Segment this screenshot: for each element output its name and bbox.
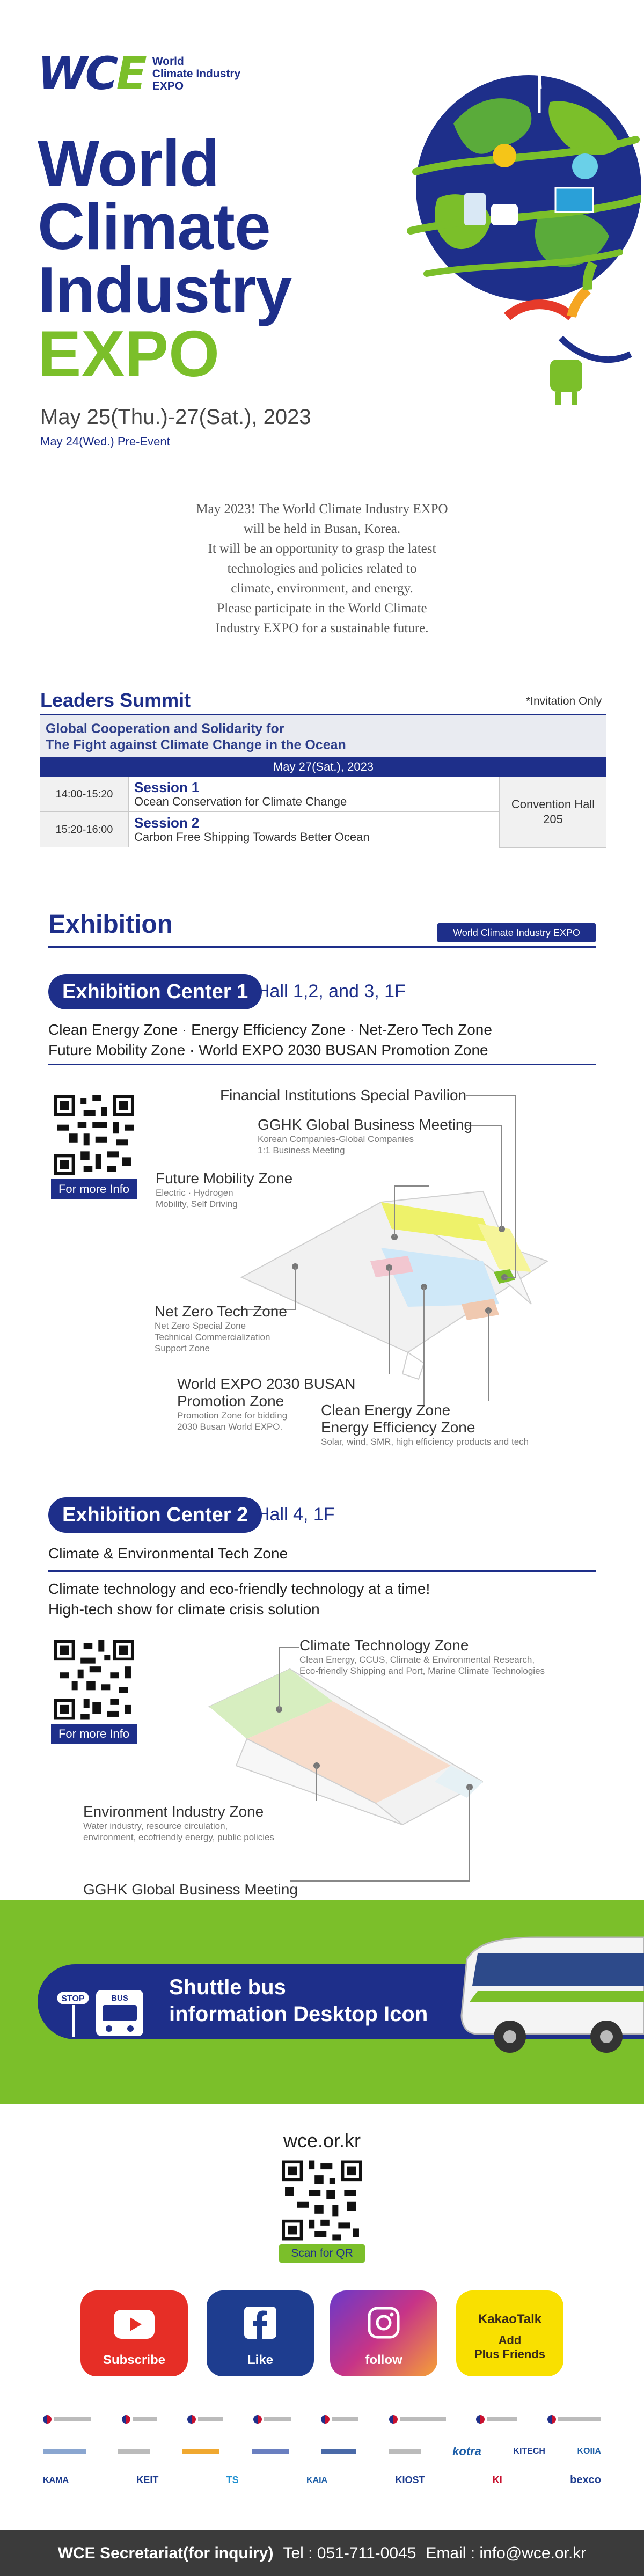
- logo-line-2: Climate Industry: [152, 67, 241, 80]
- bus-illustration: [445, 1927, 644, 2055]
- partner-logos-row-2: [43, 2445, 601, 2458]
- bus-sign-text: BUS: [111, 1994, 128, 2003]
- ts-logo: TS: [226, 2475, 239, 2485]
- label-desc: Support Zone: [155, 1343, 210, 1353]
- kaia-logo: KAIA: [306, 2475, 328, 2485]
- label-desc: Electric · Hydrogen: [156, 1188, 233, 1198]
- intro-line: will be held in Busan, Korea.: [243, 522, 401, 536]
- label-financial-pavilion: Financial Institutions Special Pavilion: [220, 1087, 467, 1103]
- partner-logo: [321, 2415, 358, 2424]
- venue-line-2: 205: [543, 813, 563, 826]
- intro-line: It will be an opportunity to grasp the latest: [208, 541, 436, 556]
- wce-logo-mark: WCE: [38, 47, 145, 100]
- intro-line: Industry EXPO for a sustainable future.: [215, 621, 429, 635]
- partner-logo: [476, 2415, 517, 2424]
- center-1-zones: [48, 1020, 492, 1060]
- center-2-zone: Climate & Environmental Tech Zone: [48, 1545, 288, 1562]
- center-1-zones-line-2: Future Mobility Zone · World EXPO 2030 BUSAN Promotion Zone: [48, 1042, 488, 1058]
- label-desc: Promotion Zone for bidding: [177, 1410, 288, 1421]
- taegeuk-icon: [187, 2415, 196, 2424]
- invitation-note: *Invitation Only: [526, 695, 602, 707]
- partner-logo: [187, 2415, 223, 2424]
- label-net-zero: [155, 1303, 287, 1354]
- partner-logo: [389, 2449, 421, 2454]
- label-climate-technology: [299, 1637, 545, 1677]
- summit-subtitle-line-1: Global Cooperation and Solidarity for: [46, 721, 284, 736]
- pre-event-date: May 24(Wed.) Pre-Event: [40, 435, 170, 448]
- bexco-logo: bexco: [570, 2474, 601, 2486]
- label-title: Clean Energy Zone: [321, 1402, 451, 1418]
- youtube-label: Subscribe: [103, 2353, 166, 2367]
- label-clean-energy: [321, 1402, 529, 1447]
- shuttle-line-1: Shuttle bus: [169, 1975, 286, 1999]
- qr-code-center-2[interactable]: [51, 1637, 137, 1723]
- partner-logo: [253, 2415, 291, 2424]
- center-2-hall: Hall 4, 1F: [257, 1504, 335, 1525]
- footer-secretariat: WCE Secretariat(for inquiry): [57, 2544, 274, 2562]
- website-qr-code[interactable]: [279, 2157, 365, 2243]
- center-1-hall: Hall 1,2, and 3, 1F: [257, 981, 406, 1001]
- more-info-button-center-2[interactable]: For more Info: [51, 1724, 137, 1744]
- session-name: Session 1: [134, 779, 200, 795]
- label-desc: Water industry, resource circulation,: [83, 1821, 228, 1831]
- summit-venue: [499, 777, 606, 848]
- kakao-label-line-2: Plus Friends: [474, 2347, 546, 2361]
- label-title: Future Mobility Zone: [156, 1170, 293, 1187]
- keit-logo: KEIT: [136, 2475, 159, 2485]
- label-desc: Mobility, Self Driving: [156, 1199, 238, 1209]
- logo-line-3: EXPO: [152, 79, 184, 92]
- partner-logo: [306, 2476, 327, 2485]
- label-title: Promotion Zone: [177, 1393, 284, 1409]
- youtube-button[interactable]: [80, 2290, 188, 2376]
- event-date: May 25(Thu.)-27(Sat.), 2023: [40, 405, 311, 429]
- scan-for-qr-label: Scan for QR: [279, 2244, 365, 2263]
- center-2-description: [48, 1579, 430, 1620]
- kotra-logo: kotra: [452, 2445, 481, 2458]
- partner-logo: [577, 2447, 601, 2456]
- shuttle-line-2: information Desktop Icon: [169, 2002, 428, 2026]
- koiia-logo: KOIIA: [577, 2447, 601, 2456]
- intro-line: climate, environment, and energy.: [231, 581, 413, 596]
- session-topic: Carbon Free Shipping Towards Better Ocean: [134, 830, 370, 844]
- kakao-label-line-1: Add: [498, 2333, 522, 2347]
- facebook-label: Like: [247, 2353, 274, 2367]
- bus-stop-icon: [51, 1980, 153, 2039]
- instagram-icon: [368, 2307, 400, 2339]
- session-time: 15:20-16:00: [40, 812, 129, 847]
- exhibition-badge: World Climate Industry EXPO: [437, 923, 596, 942]
- summit-day: May 27(Sat.), 2023: [40, 757, 606, 777]
- center-2-desc-line-1: Climate technology and eco-friendly technology at a time!: [48, 1580, 430, 1597]
- label-desc: Solar, wind, SMR, high efficiency products and tech: [321, 1437, 529, 1447]
- taegeuk-icon: [476, 2415, 485, 2424]
- footer-phone[interactable]: Tel : 051-711-0045: [283, 2544, 416, 2562]
- kitech-logo: KITECH: [513, 2447, 545, 2456]
- center-2-divider: [48, 1570, 596, 1572]
- partner-logo: [493, 2475, 502, 2486]
- partner-logo: [43, 2449, 86, 2454]
- label-gghk-center-1: [258, 1116, 472, 1156]
- intro-line: Please participate in the World Climate: [217, 601, 427, 616]
- hero-title-line-3: Industry: [38, 253, 292, 326]
- summit-subtitle: [40, 715, 606, 757]
- partner-logo: [321, 2449, 356, 2454]
- stop-sign-text: STOP: [61, 1994, 85, 2003]
- kama-logo: KAMA: [43, 2475, 69, 2485]
- logo-line-1: World: [152, 55, 184, 68]
- hero-title-expo: EXPO: [38, 317, 220, 390]
- partner-logo: [182, 2449, 219, 2454]
- partner-logos-row-1: [43, 2415, 601, 2424]
- hero-title: [38, 127, 292, 326]
- ki-logo: KI: [492, 2475, 502, 2485]
- label-desc: 1:1 Business Meeting: [258, 1145, 345, 1155]
- exhibition-center-2-pill: Exhibition Center 2: [48, 1497, 262, 1533]
- taegeuk-icon: [122, 2415, 130, 2424]
- label-desc: Clean Energy, CCUS, Climate & Environmental Research,: [299, 1655, 535, 1665]
- partner-logo: [252, 2449, 289, 2454]
- venue-line-1: Convention Hall: [511, 797, 595, 811]
- taegeuk-icon: [43, 2415, 52, 2424]
- facebook-icon: [244, 2307, 276, 2339]
- label-desc: 2030 Busan World EXPO.: [177, 1422, 283, 1432]
- logo-caption: [152, 55, 241, 92]
- more-info-button-center-1[interactable]: For more Info: [51, 1179, 137, 1199]
- label-title: GGHK Global Business Meeting: [258, 1116, 472, 1133]
- footer-bar: [0, 2530, 644, 2576]
- instagram-button[interactable]: [330, 2290, 437, 2376]
- taegeuk-icon: [321, 2415, 330, 2424]
- session-name: Session 2: [134, 815, 200, 831]
- partner-logo: [513, 2447, 545, 2456]
- partner-logo: [43, 2476, 69, 2485]
- shuttle-text[interactable]: [169, 1974, 428, 2028]
- label-title: Net Zero Tech Zone: [155, 1303, 287, 1320]
- center-2-desc-line-2: High-tech show for climate crisis solution: [48, 1601, 320, 1618]
- summit-title: Leaders Summit: [40, 689, 191, 711]
- instagram-label: follow: [365, 2353, 402, 2367]
- taegeuk-icon: [389, 2415, 398, 2424]
- label-desc: Eco-friendly Shipping and Port, Marine Climate Technologies: [299, 1666, 545, 1676]
- label-desc: Korean Companies-Global Companies: [258, 1134, 414, 1144]
- center-1-divider: [48, 1064, 596, 1065]
- label-title: World EXPO 2030 BUSAN: [177, 1375, 356, 1392]
- hero-title-line-2: Climate: [38, 190, 270, 263]
- partner-logo: [395, 2475, 425, 2486]
- partner-logo: [43, 2415, 91, 2424]
- label-desc: Net Zero Special Zone: [155, 1321, 246, 1331]
- center-1-zones-line-1: Clean Energy Zone · Energy Efficiency Zone · Net-Zero Tech Zone: [48, 1021, 492, 1038]
- qr-code-center-1[interactable]: [51, 1092, 137, 1178]
- partner-logo: [389, 2415, 446, 2424]
- label-desc: environment, ecofriendly energy, public policies: [83, 1832, 274, 1842]
- exhibition-title: Exhibition: [48, 910, 173, 939]
- partner-logo: [226, 2475, 239, 2486]
- label-title: Energy Efficiency Zone: [321, 1419, 475, 1436]
- partner-logo: [570, 2474, 601, 2486]
- partner-logo: [452, 2445, 481, 2458]
- youtube-icon: [114, 2310, 155, 2339]
- summit-subtitle-line-2: The Fight against Climate Change in the Ocean: [46, 737, 346, 752]
- label-title: GGHK Global Business Meeting: [83, 1881, 298, 1898]
- hero-title-line-1: World: [38, 127, 219, 200]
- label-title: Environment Industry Zone: [83, 1803, 264, 1820]
- partner-logo: [122, 2415, 157, 2424]
- taegeuk-icon: [253, 2415, 262, 2424]
- header-logo[interactable]: [38, 47, 241, 100]
- intro-line: technologies and policies related to: [227, 561, 417, 576]
- partner-logo: [136, 2475, 158, 2486]
- label-future-mobility: [156, 1170, 292, 1210]
- taegeuk-icon: [547, 2415, 556, 2424]
- label-title: Climate Technology Zone: [299, 1637, 469, 1653]
- session-time: 14:00-15:20: [40, 777, 129, 811]
- website-url[interactable]: wce.or.kr: [283, 2129, 361, 2151]
- partner-logo: [547, 2415, 601, 2424]
- intro-paragraph: [140, 499, 504, 638]
- session-topic: Ocean Conservation for Climate Change: [134, 795, 347, 808]
- exhibition-center-1-pill: Exhibition Center 1: [48, 974, 262, 1009]
- partner-logo: [118, 2449, 150, 2454]
- facebook-button[interactable]: [207, 2290, 314, 2376]
- kiost-logo: KIOST: [395, 2475, 425, 2485]
- label-environment-industry: [83, 1803, 274, 1843]
- earth-illustration: [394, 38, 641, 413]
- exhibition-divider: [48, 946, 596, 948]
- kakaotalk-brand: KakaoTalk: [478, 2312, 542, 2326]
- kakaotalk-button[interactable]: [456, 2290, 564, 2376]
- label-desc: Technical Commercialization: [155, 1332, 270, 1342]
- footer-email[interactable]: Email : info@wce.or.kr: [426, 2544, 587, 2562]
- partner-logos-row-3: [43, 2474, 601, 2486]
- intro-line: May 2023! The World Climate Industry EXPO: [196, 502, 448, 516]
